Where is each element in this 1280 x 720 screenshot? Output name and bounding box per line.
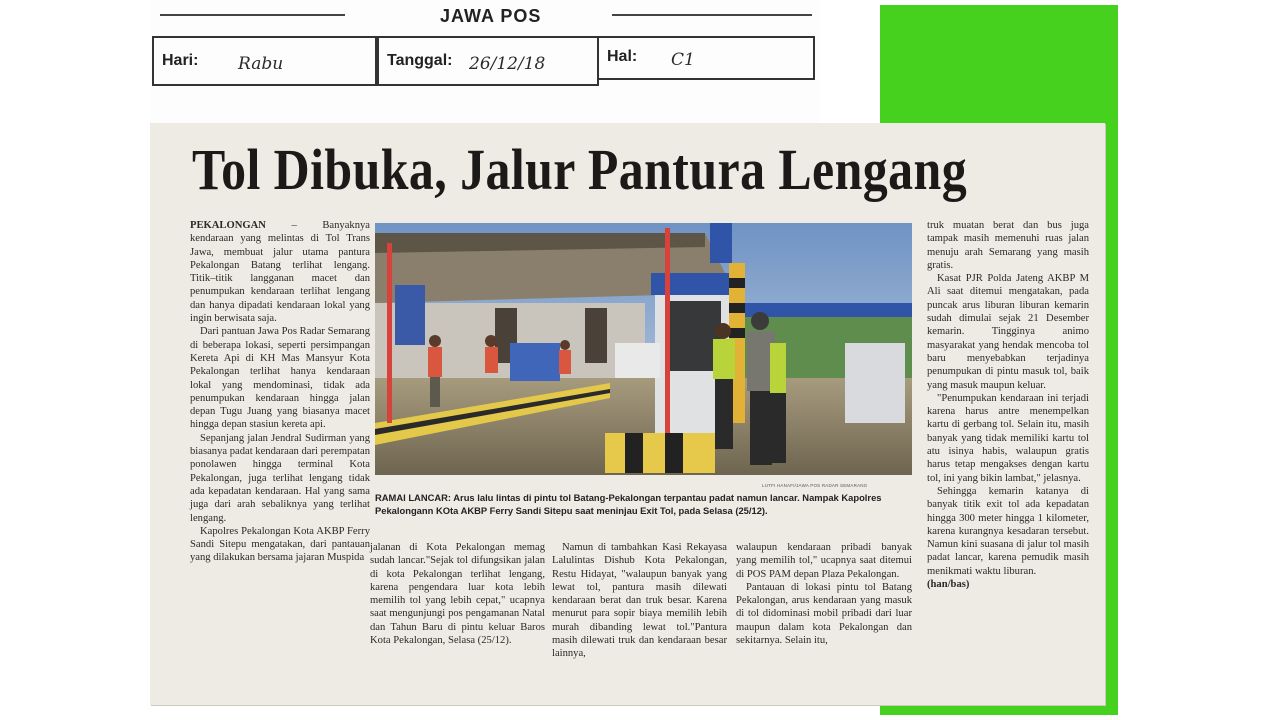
page-label: Hal: [607, 48, 638, 65]
article-paragraph: Sehingga kemarin katanya di banyak titik exit tol ada kepadatan hingga 300 meter hingga 1 kilometer, karena kurangnya kesadaran tersebut. Namun kini suasana di jalur tol masih padat lancar, karena pemudik masih menikmati waktu liburan. [927, 485, 1089, 577]
article-headline: Tol Dibuka, Jalur Pantura Lengang [192, 137, 968, 202]
article-paragraph: Kapolres Pekalongan Kota AKBP Ferry Sandi Sitepu mengatakan, dari pantauan yang dilakukan bersama jajaran Muspida [190, 525, 370, 564]
day-box [152, 36, 377, 86]
date-box [377, 36, 599, 86]
date-value: 26/12/18 [469, 54, 546, 74]
article-photo [375, 223, 912, 475]
article-paragraph: "Penumpukan kendaraan ini terjadi karena harus antre menempelkan kartu di gerbang tol. Selain itu, masih banyak yang tidak memiliki kartu tol atu isinya habis, walaupun gratis harus tetap mengakses dengan kartu tol, ini yang bikin lambat," jelasnya. [927, 392, 1089, 484]
article-column-3 [552, 541, 727, 661]
day-value: Rabu [238, 54, 284, 74]
article-paragraph: PEKALONGAN – Banyaknya kendaraan yang melintas di Tol Trans Jawa, membuat jalur utama pantura Pekalongan Batang terlihat lengang. Titik–titik langganan macet dan penumpukan kendaraan terlihat lengang dan hanya dipadati kendaraan lokal yang ingin berwisata saja. [190, 220, 370, 325]
article-paragraph: walaupun kendaraan pribadi banyak yang memilih tol," ucapnya saat ditemui di POS PAM depan Plaza Pekalongan. [736, 542, 912, 580]
page-box [597, 36, 815, 80]
caption-lead: RAMAI LANCAR: [375, 492, 452, 503]
page-value: C1 [671, 50, 695, 70]
article-paragraph: Pantauan di lokasi pintu tol Batang Pekalongan, arus kendaraan yang masuk di tol didominasi mobil pribadi dari luar maupun dalam kota Pekalongan dan sekitarnya. Selain itu, [736, 581, 912, 647]
newspaper-clipping [150, 123, 1105, 705]
article-signoff: (han/bas) [927, 579, 970, 591]
header-rule-left [160, 14, 345, 16]
photo-credit: LUTFI HANAFI/JAWA POS RADAR SEMARANG [762, 483, 868, 488]
article-paragraph: truk muatan berat dan bus juga tampak masih memenuhi ruas jalan menuju arah Semarang yang masih gratis. [927, 220, 1089, 271]
newspaper-name: JAWA POS [440, 6, 542, 26]
caption-text: Arus lalu lintas di pintu tol Batang-Pekalongan terpantau padat namun lancar. Nampak Kapolres Pekalongann KOta AKBP Ferry Sandi Sitepu saat meninjau Exit Tol, pada Selasa (25/12). [375, 492, 882, 516]
article-column-4 [736, 541, 912, 647]
article-column-2 [370, 541, 545, 647]
toll-gate-photo [375, 223, 912, 475]
article-paragraph: jalanan di Kota Pekalongan memag sudah lancar."Sejak tol difungsikan jalan di kota Pekalongan terlihat lengang, karena pengendara luar kota lebih memilih tol yang lebih cepat," ucapnya saat mengunjungi pos pengamanan Natal dan Tahun Baru di pintu keluar Baros Kota Pekalongan, Selasa (25/12). [370, 542, 545, 647]
article-column-1 [190, 219, 370, 565]
article-paragraph: Dari pantuan Jawa Pos Radar Semarang di beberapa lokasi, seperti persimpangan Kereta Api di KH Mas Mansyur Kota Pekalongan terlihat hanya kendaraan lokal yang mendominasi, tidak ada penumpukan kendaraan hingga jalan depan Tugu Juang yang biasanya macet hingga depan stasiun kereta api. [190, 326, 370, 431]
article-paragraph: Namun di tambahkan Kasi Rekayasa Lalulintas Dishub Kota Pekalongan, Restu Hidayat, "walaupun banyak yang lewat tol, pantura masih dilewati kendaraan berat dan truk besar. Karena menurut para sopir biaya memilih lebih murah dibanding lewat tol."Pantura masih dilewati truk dan kendaraan besar lainnya, [552, 542, 727, 660]
article-paragraph: Kasat PJR Polda Jateng AKBP M Ali saat ditemui mengatakan, pada puncak arus liburan liburan kemarin sudah dimulai sejak 21 Desember kemarin. Tingginya animo masyarakat yang hendak mencoba tol baru menyebabkan terjadinya penumpukan di pintu masuk tol, baik yang masuk maupun keluar. [927, 273, 1089, 391]
article-paragraph: Sepanjang jalan Jendral Sudirman yang biasanya padat kendaraan dari perempatan ponolawen hingga terminal Kota Pekalongan, juga terlihat lengang tidak ada kepadatan kendaraan. Hal yang sama juga dari arah sebaliknya yang terlihat lengang. [190, 432, 371, 524]
article-dateline: PEKALONGAN [190, 220, 266, 231]
clipping-header-sheet [150, 0, 820, 125]
article-column-5 [927, 219, 1089, 591]
date-label: Tanggal: [387, 52, 453, 69]
header-rule-right [612, 14, 812, 16]
photo-caption [375, 492, 912, 517]
day-label: Hari: [162, 52, 199, 69]
